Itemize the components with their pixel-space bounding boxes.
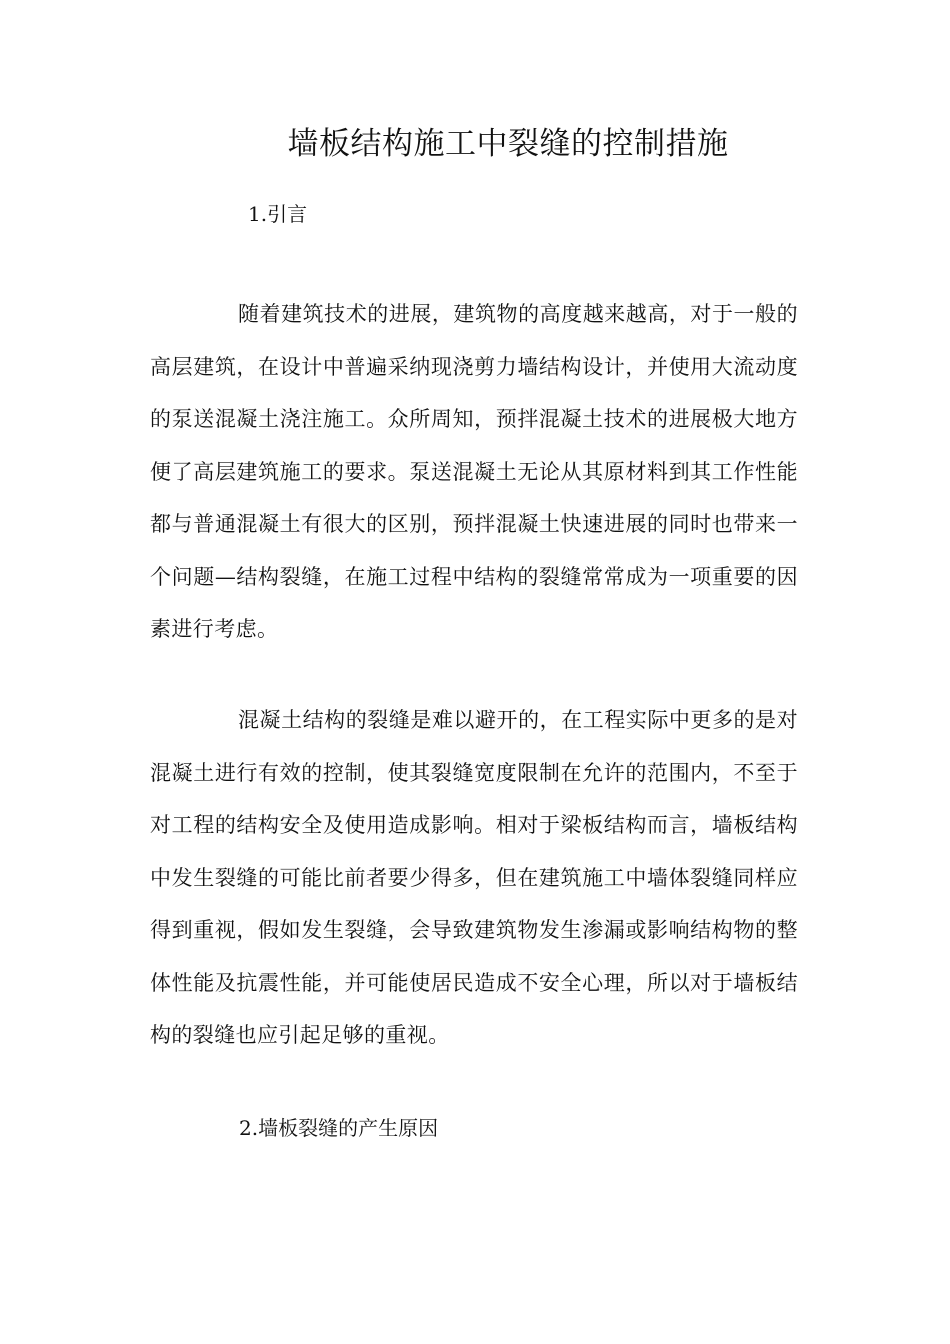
section-heading-crack-causes: 2.墙板裂缝的产生原因 xyxy=(239,1116,439,1140)
paragraph-1: 随着建筑技术的进展，建筑物的高度越来越高，对于一般的高层建筑，在设计中普遍采纳现浇剪力墙结构设计，并使用大流动度的泵送混凝土浇注施工。众所周知，预拌混凝土技术的进展极大地方便了高层建筑施工的要求。泵送混凝土无论从其原材料到其工作性能都与普通混凝土有很大的区别，预拌混凝土快速进展的同时也带来一个问题—结构裂缝，在施工过程中结构的裂缝常常成为一项重要的因素进行考虑。 xyxy=(150,302,798,641)
paragraph-2: 混凝土结构的裂缝是难以避开的，在工程实际中更多的是对混凝土进行有效的控制，使其裂缝宽度限制在允许的范围内，不至于对工程的结构安全及使用造成影响。相对于梁板结构而言，墙板结构中发生裂缝的可能比前者要少得多，但在建筑施工中墙体裂缝同样应得到重视，假如发生裂缝，会导致建筑物发生渗漏或影响结构物的整体性能及抗震性能，并可能使居民造成不安全心理，所以对于墙板结构的裂缝也应引起足够的重视。 xyxy=(150,708,798,1047)
document-title: 墙板结构施工中裂缝的控制措施 xyxy=(287,126,729,162)
section-heading-introduction: 1.引言 xyxy=(248,202,308,226)
